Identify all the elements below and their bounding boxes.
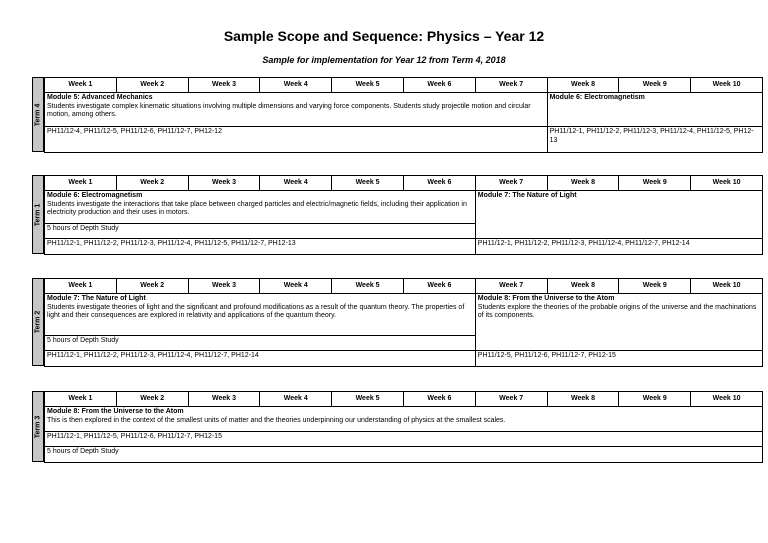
module-outcomes: PH11/12-1, PH11/12-5, PH11/12-6, PH11/12-7, PH12-15 [45, 432, 763, 447]
module-title: Module 8: From the Universe to the Atom [47, 408, 184, 415]
module-cell [547, 93, 762, 127]
week-header: Week 10 [691, 392, 763, 407]
module-cell [45, 407, 763, 432]
term-table [44, 77, 763, 153]
term-label: Term 1 [32, 175, 44, 254]
week-header: Week 6 [403, 392, 475, 407]
module-title: Module 8: From the Universe to the Atom [477, 295, 615, 302]
module-description: Students investigate the interactions that take place between charged particles and electric/magnetic fields, including their application in electricity production and their uses in motors. [47, 200, 467, 216]
depth-study: 5 hours of Depth Study [45, 336, 476, 351]
week-header: Week 4 [260, 176, 332, 191]
week-header: Week 4 [260, 279, 332, 294]
module-cell [475, 191, 762, 239]
term-label: Term 3 [32, 391, 44, 462]
week-header: Week 2 [116, 392, 188, 407]
week-header: Week 9 [619, 392, 691, 407]
week-header: Week 3 [188, 392, 260, 407]
document-title: Sample Scope and Sequence: Physics – Year 12 [223, 28, 545, 44]
depth-study: 5 hours of Depth Study [45, 447, 763, 463]
week-header: Week 3 [188, 78, 260, 93]
term-label: Term 2 [32, 278, 44, 366]
week-header: Week 8 [547, 78, 619, 93]
week-header: Week 1 [45, 279, 117, 294]
week-header: Week 10 [691, 78, 763, 93]
week-header: Week 5 [332, 392, 404, 407]
term-table [44, 278, 763, 367]
module-outcomes: PH11/12-4, PH11/12-5, PH11/12-6, PH11/12-7, PH12-12 [45, 127, 548, 153]
depth-study: 5 hours of Depth Study [45, 224, 476, 239]
week-header: Week 10 [691, 176, 763, 191]
module-title: Module 6: Electromagnetism [47, 192, 143, 199]
week-header: Week 1 [45, 176, 117, 191]
module-outcomes: PH11/12-1, PH11/12-2, PH11/12-3, PH11/12-4, PH11/12-7, PH12-14 [475, 239, 762, 255]
week-header: Week 8 [547, 279, 619, 294]
module-cell [45, 93, 548, 127]
term-table [44, 391, 763, 463]
module-cell [45, 294, 476, 336]
module-outcomes: PH11/12-5, PH11/12-6, PH11/12-7, PH12-15 [475, 351, 762, 367]
week-header: Week 10 [691, 279, 763, 294]
document-subtitle: Sample for implementation for Year 12 from Term 4, 2018 [262, 55, 506, 65]
week-header: Week 4 [260, 392, 332, 407]
module-title: Module 6: Electromagnetism [549, 94, 645, 101]
week-header: Week 2 [116, 176, 188, 191]
module-cell [45, 191, 476, 224]
module-title: Module 5: Advanced Mechanics [47, 94, 153, 101]
module-outcomes: PH11/12-1, PH11/12-2, PH11/12-3, PH11/12-4, PH11/12-5, PH11/12-7, PH12-13 [45, 239, 476, 255]
week-header: Week 9 [619, 176, 691, 191]
week-header: Week 9 [619, 78, 691, 93]
week-header: Week 5 [332, 176, 404, 191]
week-header: Week 6 [403, 279, 475, 294]
week-header: Week 7 [475, 279, 547, 294]
module-title: Module 7: The Nature of Light [477, 192, 577, 199]
module-description: This is then explored in the context of the smallest units of matter and the theories underpinning our understanding of physics at the smallest scales. [47, 416, 506, 424]
term-table [44, 175, 763, 255]
week-header: Week 4 [260, 78, 332, 93]
week-header: Week 7 [475, 392, 547, 407]
week-header: Week 1 [45, 392, 117, 407]
week-header: Week 6 [403, 176, 475, 191]
week-header: Week 5 [332, 78, 404, 93]
week-header: Week 7 [475, 78, 547, 93]
week-header: Week 3 [188, 176, 260, 191]
module-cell [475, 294, 762, 351]
week-header: Week 8 [547, 392, 619, 407]
module-description: Students investigate theories of light and the significant and profound modifications as a result of the quantum theory. The properties of light and their consequences are explored in relativity and applications of the quantum theory. [47, 303, 465, 319]
module-description: Students explore the theories of the probable origins of the universe and the machinations of its components. [477, 303, 757, 319]
week-header: Week 2 [116, 279, 188, 294]
week-header: Week 5 [332, 279, 404, 294]
week-header: Week 1 [45, 78, 117, 93]
module-outcomes: PH11/12-1, PH11/12-2, PH11/12-3, PH11/12-4, PH11/12-7, PH12-14 [45, 351, 476, 367]
module-title: Module 7: The Nature of Light [47, 295, 146, 302]
week-header: Week 9 [619, 279, 691, 294]
week-header: Week 2 [116, 78, 188, 93]
week-header: Week 7 [475, 176, 547, 191]
week-header: Week 6 [403, 78, 475, 93]
term-label: Term 4 [32, 77, 44, 152]
week-header: Week 8 [547, 176, 619, 191]
module-outcomes: PH11/12-1, PH11/12-2, PH11/12-3, PH11/12-4, PH11/12-5, PH12-13 [547, 127, 762, 153]
module-description: Students investigate complex kinematic situations involving multiple dimensions and varying force components. Students study projectile motion and circular motion, among others. [47, 102, 531, 118]
week-header: Week 3 [188, 279, 260, 294]
